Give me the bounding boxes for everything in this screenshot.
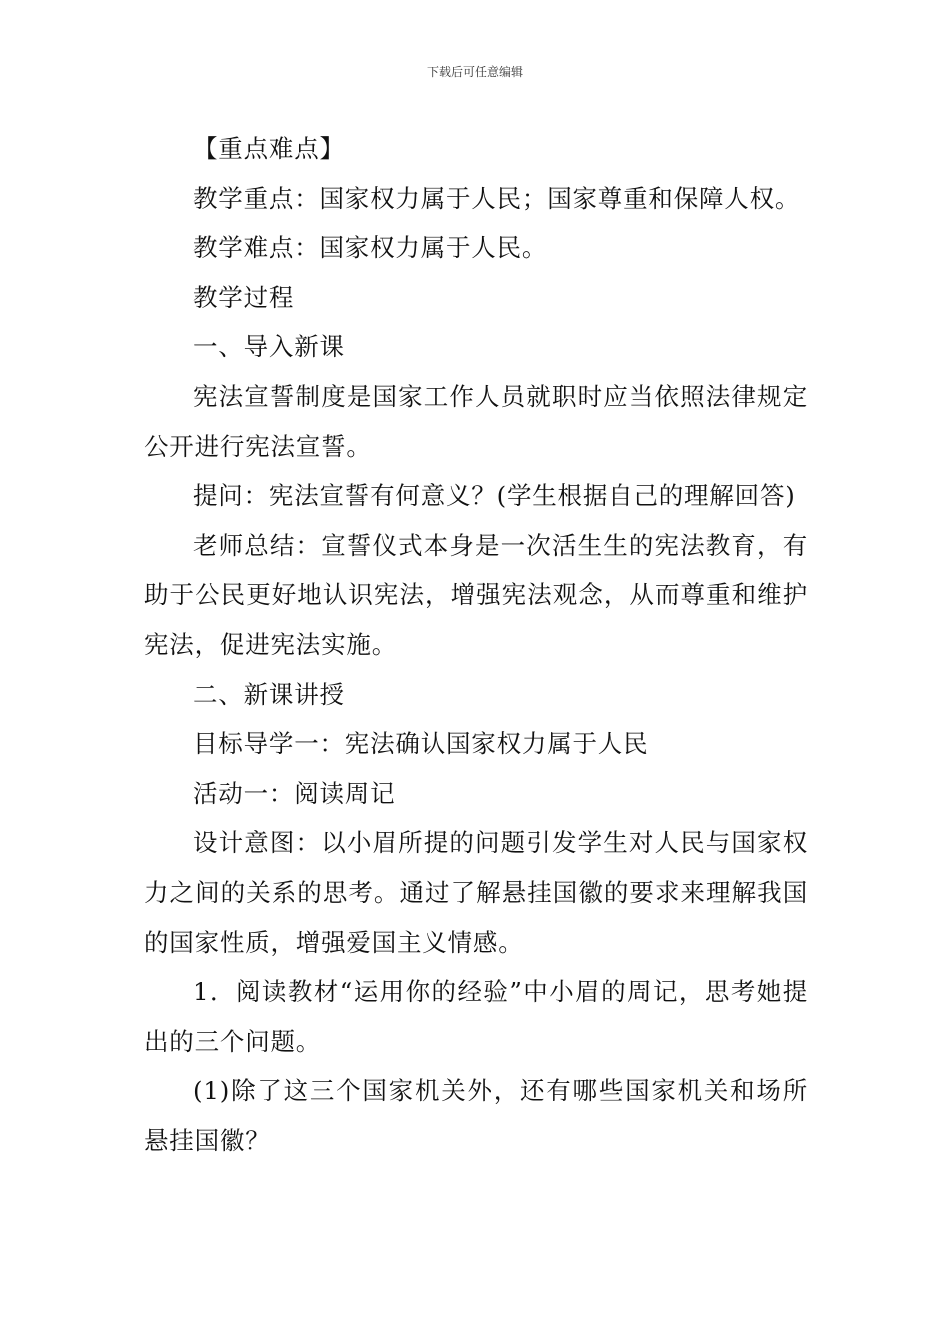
paragraph-teacher-summary: 老师总结：宣誓仪式本身是一次活生生的宪法教育，有助于公民更好地认识宪法，增强宪法观念，从而尊重和维护宪法，促进宪法实施。: [144, 530, 808, 659]
section-heading-introduction: 一、导入新课: [193, 332, 345, 362]
paragraph-question: 提问：宪法宣誓有何意义？(学生根据自己的理解回答): [193, 481, 796, 511]
paragraph-teaching-difficulty: 教学难点：国家权力属于人民。: [193, 233, 548, 263]
list-item-1-1: (1)除了这三个国家机关外，还有哪些国家机关和场所悬挂国徽？: [144, 1076, 808, 1155]
paragraph-goal-one: 目标导学一：宪法确认国家权力属于人民: [193, 729, 649, 759]
section-heading-new-lesson: 二、新课讲授: [193, 679, 345, 709]
document-body: [144, 124, 808, 1165]
page-header: 下载后可任意编辑: [426, 65, 523, 79]
paragraph-design-intent: 设计意图：以小眉所提的问题引发学生对人民与国家权力之间的关系的思考。通过了解悬挂国徽的要求来理解我国的国家性质，增强爱国主义情感。: [144, 828, 808, 957]
paragraph-activity-one: 活动一：阅读周记: [193, 778, 396, 808]
section-heading-teaching-process: 教学过程: [193, 282, 295, 312]
paragraph-teaching-focus: 教学重点：国家权力属于人民；国家尊重和保障人权。: [193, 183, 801, 213]
list-item-1: 1．阅读教材“运用你的经验”中小眉的周记，思考她提出的三个问题。: [144, 977, 808, 1056]
paragraph-oath-system: 宪法宣誓制度是国家工作人员就职时应当依照法律规定公开进行宪法宣誓。: [144, 381, 808, 461]
section-heading-key-points: 【重点难点】: [193, 134, 345, 163]
